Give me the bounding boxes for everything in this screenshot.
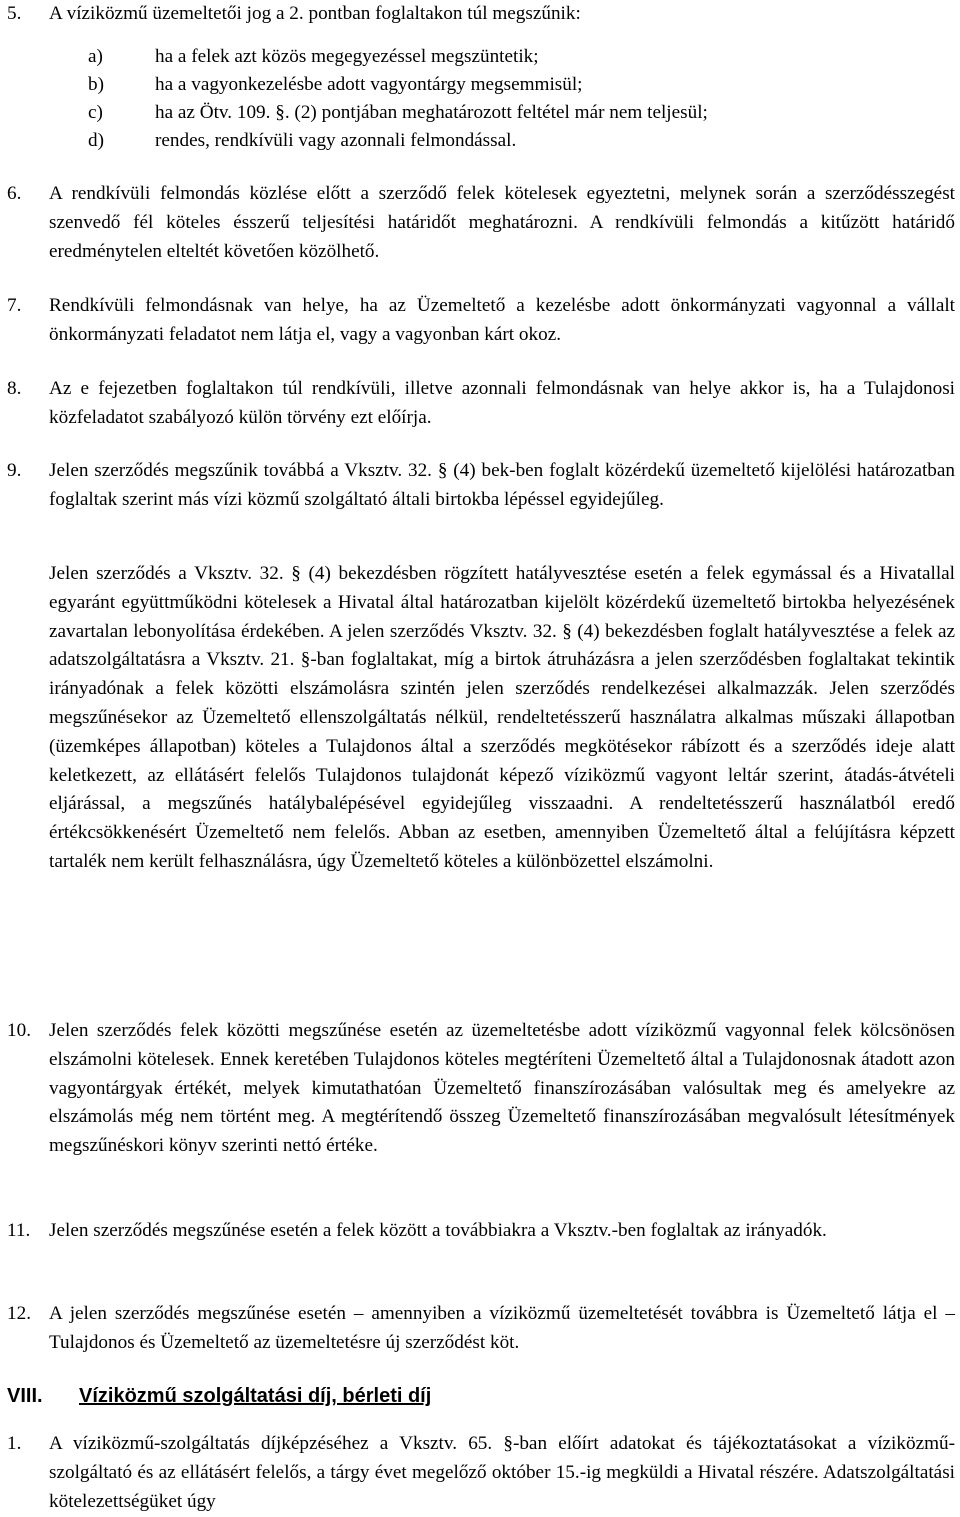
clause-text: Az e fejezetben foglaltakon túl rendkívüli, illetve azonnali felmondásnak van helye akkor is, ha a Tulajdonosi közfeladatot szabályozó külön törvény ezt előírja. [49, 378, 955, 428]
clause-5 [7, 0, 955, 29]
clause-10 [7, 1017, 955, 1161]
clause-number: 12. [7, 1303, 31, 1324]
section-number: VIII. [7, 1385, 43, 1407]
clause-text: A jelen szerződés megszűnése esetén – amennyiben a víziközmű üzemeltetését továbbra is Üzemeltető látja el – Tulajdonos és Üzemeltető az üzemeltetésre új szerződést köt. [49, 1303, 955, 1353]
list-item-label: c) [88, 102, 103, 123]
clause-number: 6. [7, 183, 22, 204]
clause-text: A rendkívüli felmondás közlése előtt a szerződő felek kötelesek egyeztetni, melynek során a szerződésszegést szenvedő fél köteles ésszerű teljesítési határidőt meghatározni. A rendkívüli felmondás a kitűzött határidő eredménytelen elteltét követően közölhető. [49, 183, 955, 262]
clause-text: Jelen szerződés megszűnik továbbá a Vksztv. 32. § (4) bek-ben foglalt közérdekű üzemeltető kijelölési határozatban foglaltak szerint más vízi közmű szolgáltató általi birtokba lépéssel egyidejűleg. [49, 460, 955, 510]
clause-text: A víziközmű üzemeltetői jog a 2. pontban foglaltakon túl megszűnik: [49, 3, 581, 24]
clause-number: 7. [7, 295, 22, 316]
clause-6 [7, 180, 955, 266]
clause-number: 1. [7, 1433, 22, 1454]
clause-text: A víziközmű-szolgáltatás díjképzéséhez a Vksztv. 65. §-ban előírt adatokat és tájékoztatásokat a víziközmű-szolgáltató és az ellátásért felelős, a tárgy évet megelőző október 15.-ig megküldi a Hivatal részére. Adatszolgáltatási kötelezettségüket úgy [49, 1433, 955, 1512]
list-item-text: ha az Ötv. 109. §. (2) pontjában meghatározott feltétel már nem teljesül; [155, 102, 708, 123]
clause-text: Jelen szerződés megszűnése esetén a felek között a továbbiakra a Vksztv.-ben foglaltak az irányadók. [49, 1220, 827, 1241]
clause-number: 5. [7, 3, 22, 24]
clause-text: Jelen szerződés a Vksztv. 32. § (4) bekezdésben rögzített hatályvesztése esetén a felek egymással és a Hivatallal egyaránt együttműködni kötelesek a Hivatal által határozatban kijelölt közérdekű üzemeltető birtokba helyezésének zavartalan lebonyolítása érdekében. A jelen szerződés Vksztv. 32. § (4) bekezdésben foglalt hatályvesztése a felek az adatszolgáltatásra a Vksztv. 21. §-ban foglaltakat, míg a birtok átruházásra a jelen szerződésben foglaltakat tekintik irányadónak a felek közötti elszámolásra szintén jelen szerződés rendelkezései alkalmazzák. Jelen szerződés megszűnésekor az Üzemeltető ellenszolgáltatás nélkül, rendeltetésszerű használatra alkalmas műszaki állapotban (üzemképes állapotban) köteles a Tulajdonos által a szerződés megkötésekor rábízott és a szerződés ideje alatt keletkezett, az ellátásért felelős Tulajdonos tulajdonát képező víziközmű vagyont leltár szerint, átadás-átvételi eljárással, a megszűnés hatálybalépésével egyidejűleg visszaadni. A rendeltetésszerű használatból eredő értékcsökkenésért Üzemeltető nem felelős. Abban az esetben, amennyiben Üzemeltető által a felújításra képzett tartalék nem került felhasználásra, úgy Üzemeltető köteles a különbözettel elszámolni. [49, 563, 955, 872]
clause-12 [7, 1300, 955, 1358]
clause-text: Jelen szerződés felek közötti megszűnése esetén az üzemeltetésbe adott víziközmű vagyonnal felek kölcsönösen elszámolni kötelesek. Ennek keretében Tulajdonos köteles megtéríteni Üzemeltető által a Tulajdonosnak átadott azon vagyontárgyak értékét, melyek kimutathatóan Üzemeltető finanszírozásában valósultak meg és amelyekre az elszámolás még nem történt meg. A megtérítendő összeg Üzemeltető finanszírozásában megvalósult létesítmények megszűnéskori könyv szerinti nettó értéke. [49, 1020, 955, 1157]
clause-8 [7, 375, 955, 433]
clause-9 [7, 457, 955, 515]
section-clause-1 [7, 1430, 955, 1516]
clause-number: 8. [7, 378, 22, 399]
clause-text: Rendkívüli felmondásnak van helye, ha az Üzemeltető a kezelésbe adott önkormányzati vagyonnal a vállalt önkormányzati feladatot nem látja el, vagy a vagyonban kárt okoz. [49, 295, 955, 345]
clause-11 [7, 1217, 955, 1246]
list-item-text: ha a vagyonkezelésbe adott vagyontárgy megsemmisül; [155, 74, 583, 95]
clause-number: 10. [7, 1020, 31, 1041]
list-item-label: a) [88, 46, 103, 67]
clause-9-continuation [7, 560, 955, 877]
list-item-text: ha a felek azt közös megegyezéssel megszüntetik; [155, 46, 539, 67]
clause-number: 9. [7, 460, 22, 481]
section-title: Víziközmű szolgáltatási díj, bérleti díj [79, 1385, 432, 1407]
clause-7 [7, 292, 955, 350]
clause-number: 11. [7, 1220, 31, 1241]
list-item-text: rendes, rendkívüli vagy azonnali felmondással. [155, 130, 517, 151]
list-item-label: b) [88, 74, 104, 95]
list-item-label: d) [88, 130, 104, 151]
